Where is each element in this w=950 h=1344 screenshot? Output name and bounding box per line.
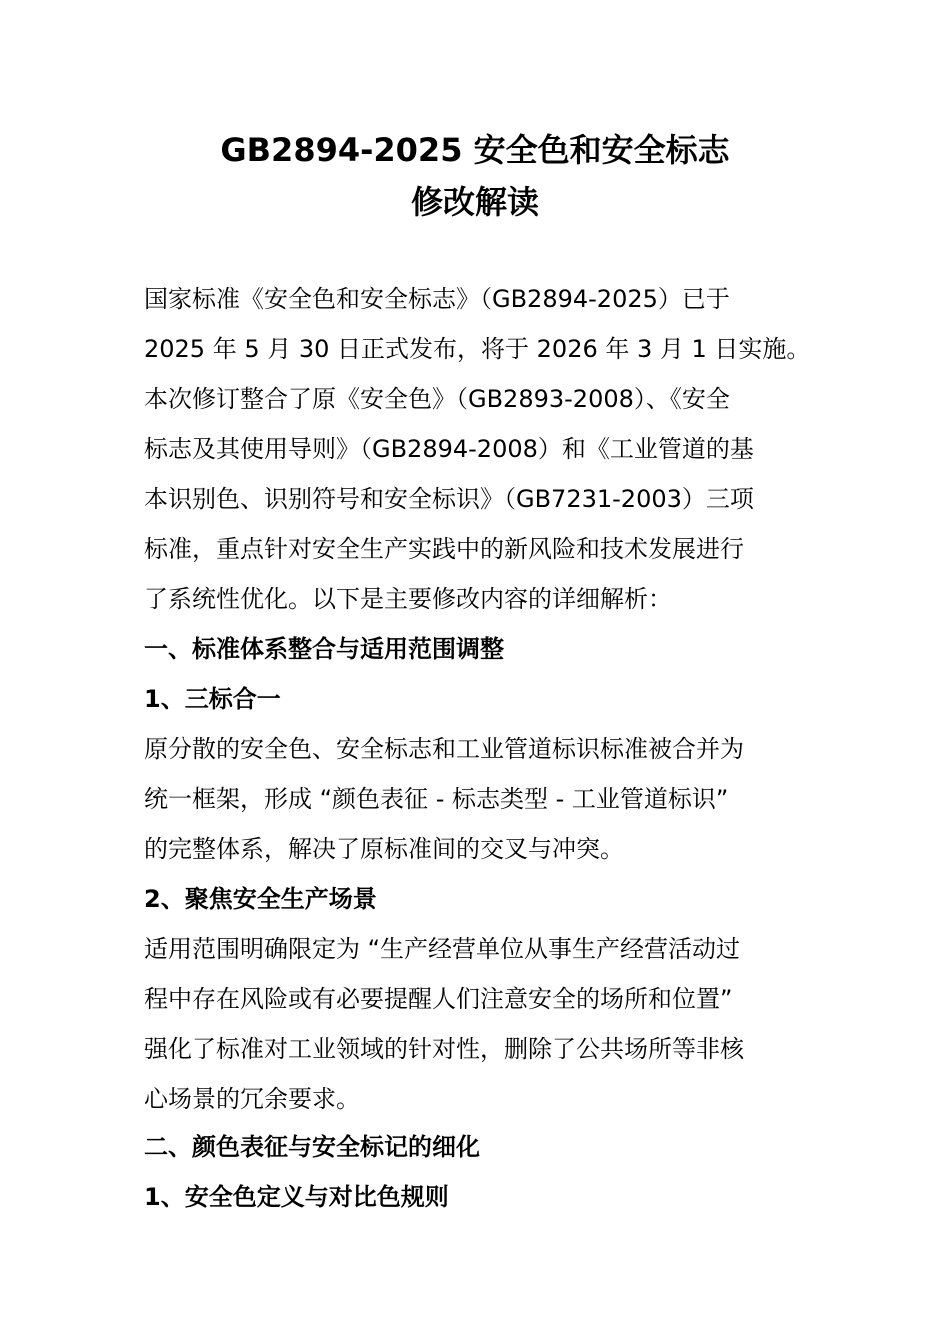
paragraph-line: 程中存在风险或有必要提醒人们注意安全的场所和位置” <box>144 985 733 1013</box>
paragraph-line: 原分散的安全色、安全标志和工业管道标识标准被合并为 <box>144 735 744 763</box>
intro-line: 本识别色、识别符号和安全标识》（GB7231-2003）三项 <box>144 485 754 513</box>
intro-line: 了系统性优化。以下是主要修改内容的详细解析： <box>144 585 672 613</box>
subsection-heading: 1、三标合一 <box>144 685 281 713</box>
intro-line: 国家标准《安全色和安全标志》（GB2894-2025）已于 <box>144 285 730 313</box>
intro-line: 2025 年 5 月 30 日正式发布，将于 2026 年 3 月 1 日实施。 <box>144 335 811 363</box>
intro-line: 本次修订整合了原《安全色》（GB2893-2008）、《安全 <box>144 385 730 413</box>
paragraph-line: 的完整体系，解决了原标准间的交叉与冲突。 <box>144 835 624 863</box>
document-title-line-1: GB2894-2025 安全色和安全标志 <box>220 131 730 169</box>
intro-line: 标志及其使用导则》（GB2894-2008）和《工业管道的基 <box>144 435 754 463</box>
intro-line: 标准，重点针对安全生产实践中的新风险和技术发展进行 <box>144 535 744 563</box>
paragraph-line: 心场景的冗余要求。 <box>144 1085 360 1113</box>
section-heading: 二、颜色表征与安全标记的细化 <box>144 1133 480 1161</box>
paragraph-line: 统一框架，形成 “颜色表征 - 标志类型 - 工业管道标识” <box>144 785 729 813</box>
paragraph-line: 适用范围明确限定为 “生产经营单位从事生产经营活动过 <box>144 935 741 963</box>
subsection-heading: 1、安全色定义与对比色规则 <box>144 1183 449 1211</box>
document-title-line-2: 修改解读 <box>410 183 539 221</box>
paragraph-line: 强化了标准对工业领域的针对性，删除了公共场所等非核 <box>144 1035 744 1063</box>
subsection-heading: 2、聚焦安全生产场景 <box>144 885 377 913</box>
section-heading: 一、标准体系整合与适用范围调整 <box>144 635 504 663</box>
